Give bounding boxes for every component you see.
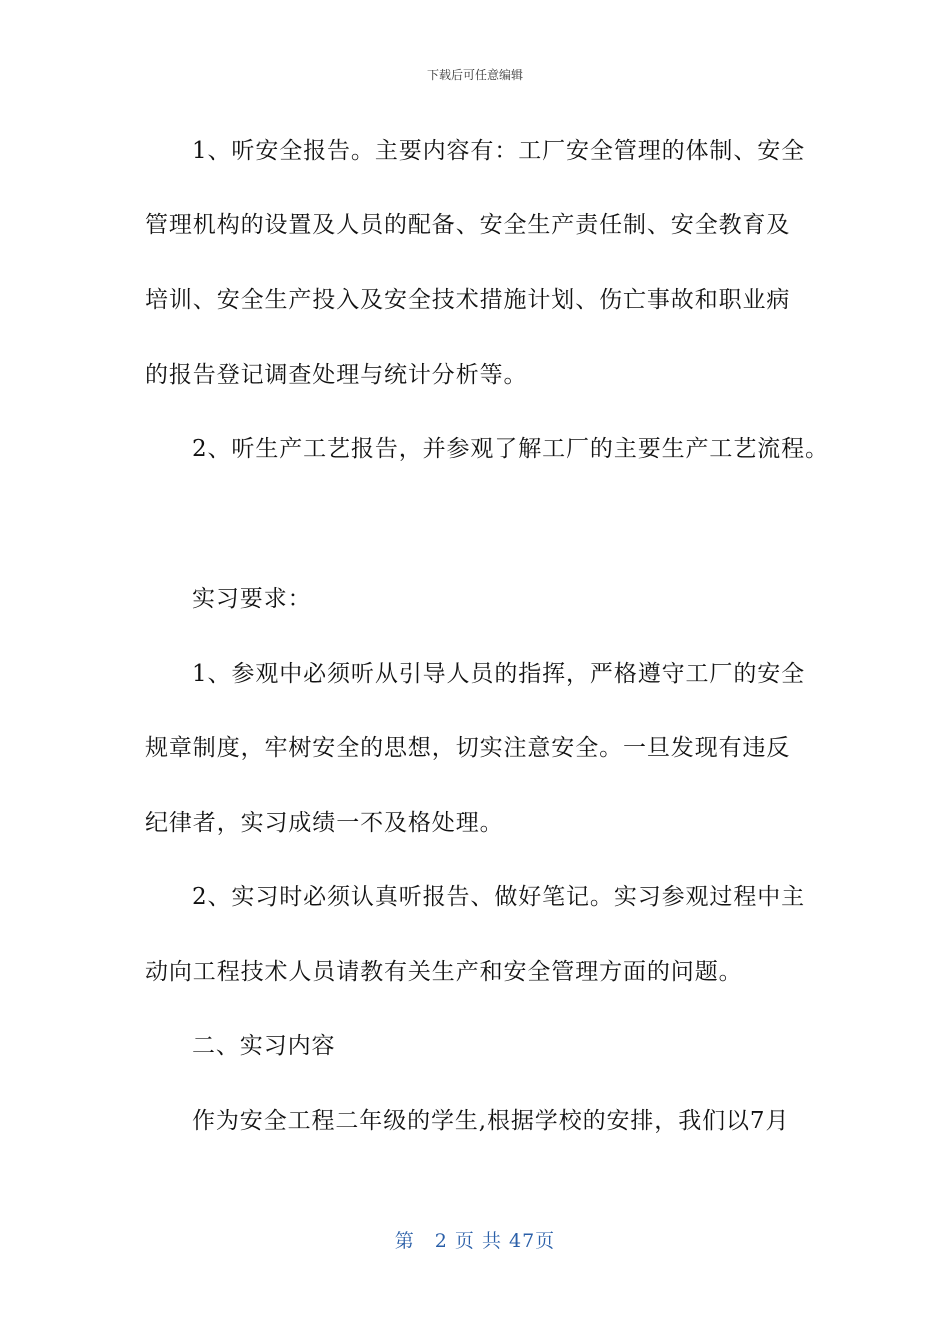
section-label: 实习要求： <box>192 586 312 612</box>
paragraph-line: 纪律者，实习成绩一不及格处理。 <box>145 810 504 836</box>
paragraph-line: 作为安全工程二年级的学生,根据学校的安排，我们以7月 <box>192 1108 790 1134</box>
paragraph-line: 2、听生产工艺报告，并参观了解工厂的主要生产工艺流程。 <box>192 436 829 462</box>
paragraph-line: 动向工程技术人员请教有关生产和安全管理方面的问题。 <box>145 959 743 985</box>
paragraph-line: 管理机构的设置及人员的配备、安全生产责任制、安全教育及 <box>145 212 791 238</box>
page-header: 下载后可任意编辑 <box>426 68 523 82</box>
page-footer: 第 2 页 共 47页 <box>394 1230 556 1252</box>
paragraph-line: 1、听安全报告。主要内容有：工厂安全管理的体制、安全 <box>192 138 806 164</box>
paragraph-line: 规章制度，牢树安全的思想，切实注意安全。一旦发现有违反 <box>145 735 791 761</box>
section-heading: 二、实习内容 <box>192 1033 336 1059</box>
paragraph-line: 1、参观中必须听从引导人员的指挥，严格遵守工厂的安全 <box>192 661 806 687</box>
paragraph-line: 2、实习时必须认真听报告、做好笔记。实习参观过程中主 <box>192 884 806 910</box>
paragraph-line: 的报告登记调查处理与统计分析等。 <box>145 362 528 388</box>
paragraph-line: 培训、安全生产投入及安全技术措施计划、伤亡事故和职业病 <box>145 287 791 313</box>
